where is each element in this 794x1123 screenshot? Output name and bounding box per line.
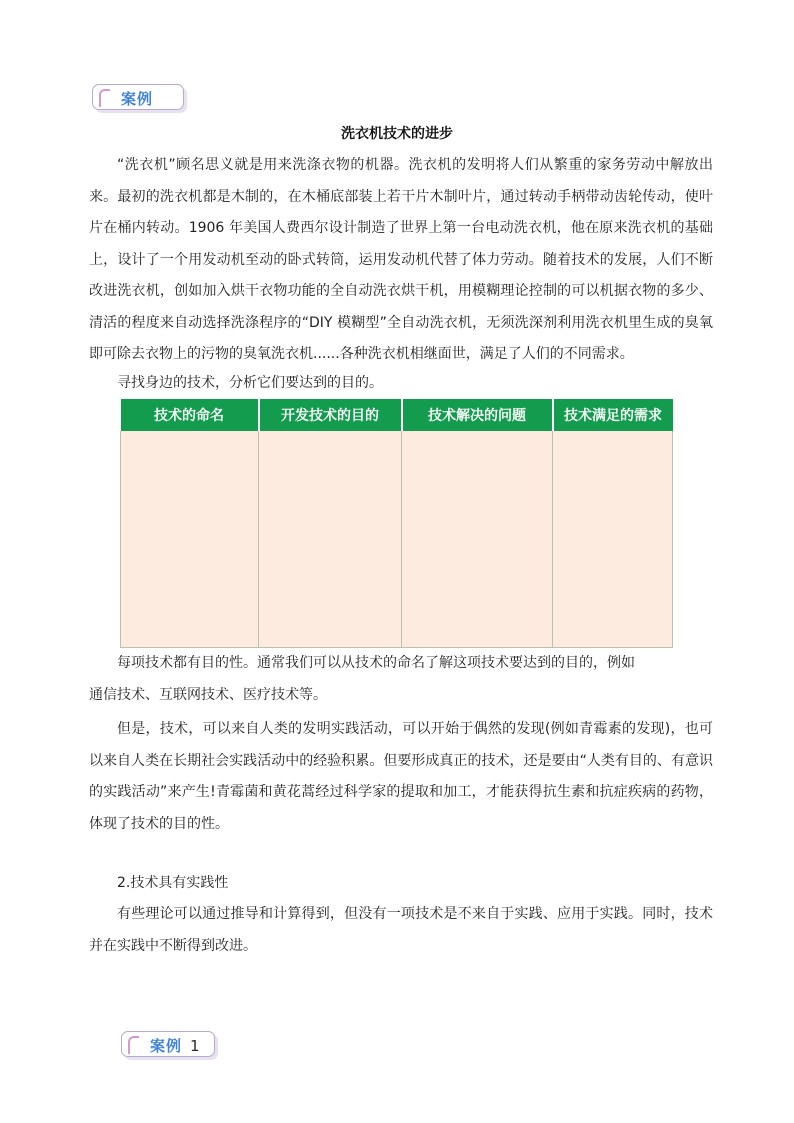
case-label: [92, 84, 184, 110]
header-tech-name: 技术的命名: [121, 399, 259, 431]
but-paragraph: 但是，技术，可以来自人类的发明实践活动，可以开始于偶然的发现(例如青霉素的发现)，也可以来自人类在长期社会实践活动中的经验积累。但要形成真正的技术，还是要由“人类有目的、有意识的实践活动”来产生!青霉菌和黄花蒿经过科学家的提取和加工，才能获得抗生素和抗症疾病的药物，体现了技术的目的性。: [89, 721, 713, 832]
section2-paragraph: 有些理论可以通过推导和计算得到，但没有一项技术是不来自于实践、应用于实践。同时，技术并在实践中不断得到改进。: [89, 906, 713, 954]
task-paragraph: 寻找身边的技术，分析它们要达到的目的。: [117, 375, 383, 391]
case-label-word: 案例: [150, 1037, 183, 1055]
header-needs-met: 技术满足的需求: [553, 399, 673, 431]
table-header-row: [121, 399, 673, 431]
purpose-line-2: 通信技术、互联网技术、医疗技术等。: [89, 687, 327, 703]
cell-needs-met[interactable]: [553, 431, 673, 648]
header-dev-purpose: 开发技术的目的: [259, 399, 402, 431]
header-problem-solved: 技术解决的问题: [402, 399, 553, 431]
case-number: 1: [190, 1037, 201, 1055]
document-title: 洗衣机技术的进步: [341, 126, 453, 142]
cell-problem-solved[interactable]: [402, 431, 553, 648]
cell-tech-name[interactable]: [121, 431, 259, 648]
technology-analysis-table: [120, 399, 673, 648]
case-1-label-text: [150, 1035, 201, 1056]
purpose-line-1: 每项技术都有目的性。通常我们可以从技术的命名了解这项技术要达到的目的，例如: [117, 655, 635, 671]
section2-heading: 2.技术具有实践性: [117, 875, 229, 891]
cell-dev-purpose[interactable]: [259, 431, 402, 648]
case-1-label: [121, 1031, 215, 1057]
case-label-text: 案例: [121, 90, 154, 108]
intro-paragraph: “洗衣机”顾名思义就是用来洗涤衣物的机器。洗衣机的发明将人们从繁重的家务劳动中解放出来。最初的洗衣机都是木制的，在木桶底部装上若干片木制叶片，通过转动手柄带动齿轮传动，使叶片在桶内转动。1906 年美国人费西尔设计制造了世界上第一台电动洗衣机，他在原来洗衣机的基础上，设计了一个用发动机至动的卧式转筒，运用发动机代替了体力劳动。随着技术的发展，人们不断改进洗衣机，创如加入烘干衣物功能的全自动洗衣烘干机，用模糊理论控制的可以机据衣物的多少、清活的程度来自动选择洗涤程序的“DIY 模糊型”全自动洗衣机，无须洗深剂利用洗衣机里生成的臭氧即可除去衣物上的污物的臭氧洗衣机......各种洗衣机相继面世，满足了人们的不同需求。: [89, 157, 713, 362]
table-row: [121, 431, 673, 648]
label-tab-decoration: [128, 1036, 139, 1054]
label-tab-decoration: [99, 89, 110, 107]
